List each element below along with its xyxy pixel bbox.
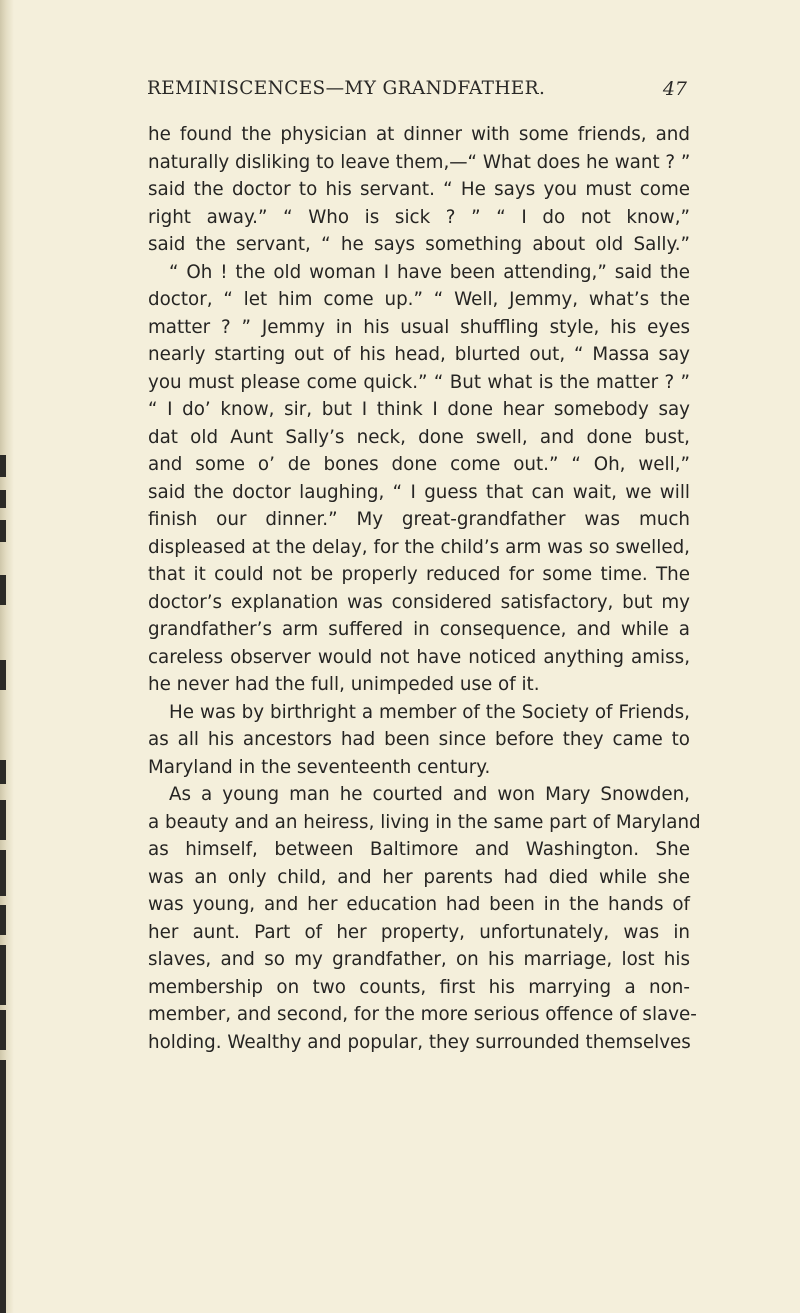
body-text [148,121,701,1056]
text-line: right away.” “ Who is sick ? ” “ I do not know,” [148,206,690,228]
text-line: dat old Aunt Sally’s neck, done swell, and done bust, [148,426,690,448]
text-line: a beauty and an heiress, living in the same part of Maryland [148,811,701,833]
text-line: nearly starting out of his head, blurted out, “ Massa say [148,344,690,365]
gutter-bleed-mark [0,760,6,784]
running-head: REMINISCENCES—MY GRANDFATHER. [147,78,546,99]
gutter-bleed-mark [0,575,6,605]
gutter-bleed-mark [0,800,6,840]
text-line: her aunt. Part of her property, unfortunately, was in [148,921,690,943]
gutter-bleed-mark [0,660,6,690]
text-line: membership on two counts, first his marrying a non- [148,976,690,998]
text-line: he found the physician at dinner with some friends, and [148,124,690,145]
page-header [147,78,687,108]
text-line: he never had the full, unimpeded use of it. [148,674,540,695]
text-line: was an only child, and her parents had died while she [148,866,690,888]
text-line: doctor’s explanation was considered satisfactory, but my [148,591,690,613]
text-line: As a young man he courted and won Mary Snowden, [169,784,690,805]
text-line: grandfather’s arm suffered in consequence, and while a [148,619,690,640]
gutter-bleed-mark [0,1060,6,1313]
text-line: said the doctor laughing, “ I guess that can wait, we will [148,481,690,503]
gutter-bleed-mark [0,520,6,542]
text-line: careless observer would not have noticed anything amiss, [148,646,690,668]
text-line: as himself, between Baltimore and Washington. She [148,839,690,860]
gutter-bleed-mark [0,1010,6,1050]
text-line: said the servant, “ he says something about old Sally.” [148,234,690,255]
text-line: member, and second, for the more serious offence of slave- [148,1004,697,1025]
text-line: said the doctor to his servant. “ He says you must come [148,179,690,200]
text-line: and some o’ de bones done come out.” “ Oh, well,” [148,454,690,475]
gutter-bleed-mark [0,905,6,935]
text-line: displeased at the delay, for the child’s arm was so swelled, [148,536,690,558]
text-line: you must please come quick.” “ But what is the matter ? ” [148,371,690,393]
text-line: doctor, “ let him come up.” “ Well, Jemmy, what’s the [148,289,690,310]
text-line: “ Oh ! the old woman I have been attending,” said the [169,261,690,283]
text-line: as all his ancestors had been since before they came to [148,729,690,750]
gutter-bleed-mark [0,455,6,477]
text-line: holding. Wealthy and popular, they surrounded themselves [148,1031,691,1053]
text-line: that it could not be properly reduced for some time. The [148,564,690,585]
text-line: was young, and her education had been in the hands of [148,894,690,915]
page-number: 47 [662,78,687,100]
text-line: He was by birthright a member of the Society of Friends, [169,701,690,723]
gutter-bleed-mark [0,490,6,508]
text-line: “ I do’ know, sir, but I think I done hear somebody say [148,399,690,420]
text-line: slaves, and so my grandfather, on his marriage, lost his [148,949,690,970]
text-line: matter ? ” Jemmy in his usual shuffling style, his eyes [148,316,690,338]
gutter-bleed-mark [0,850,6,896]
text-line: naturally disliking to leave them,—“ What does he want ? ” [148,151,691,173]
gutter-bleed-mark [0,945,6,1005]
text-line: Maryland in the seventeenth century. [148,756,491,778]
text-line: finish our dinner.” My great-grandfather was much [148,509,690,530]
